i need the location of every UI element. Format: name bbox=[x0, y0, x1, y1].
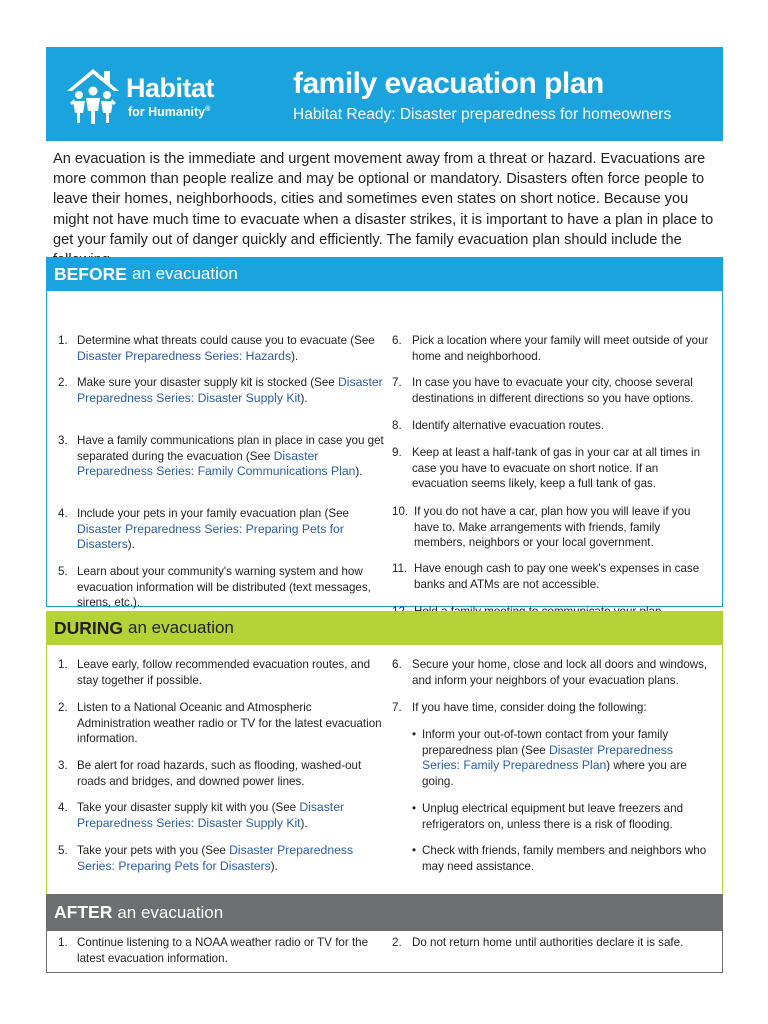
before-section-body bbox=[46, 291, 723, 607]
list-item: 4. Include your pets in your family evacuation plan (See Disaster Preparedness Series: Preparing Pets for Disasters). bbox=[58, 507, 349, 551]
during-section-heading: DURING an evacuation bbox=[46, 611, 723, 645]
list-item: 5. Learn about your community's warning system and how evacuation information will be distributed (text messages, sirens, etc.). bbox=[58, 565, 371, 609]
list-item: 5. Take your pets with you (See Disaster Preparedness Series: Preparing Pets for Disasters). bbox=[58, 843, 354, 873]
after-section-body bbox=[46, 931, 723, 973]
before-section-heading: BEFORE an evacuation bbox=[46, 257, 723, 291]
list-item: 2. Do not return home until authorities declare it is safe. bbox=[392, 936, 684, 949]
logo-wordmark: Habitat bbox=[126, 73, 215, 103]
disaster-supply-kit-link[interactable]: Disaster Preparedness Series: Disaster Supply Kit bbox=[77, 375, 383, 405]
list-item: 1. Continue listening to a NOAA weather radio or TV for the latest evacuation information. bbox=[58, 936, 369, 965]
list-item: 6. Pick a location where your family will meet outside of your home and neighborhood. bbox=[392, 334, 709, 363]
bullet-item: • Check with friends, family members and neighbors who may need assistance. bbox=[412, 844, 707, 873]
list-item: 4. Take your disaster supply kit with you (See Disaster Preparedness Series: Disaster Supply Kit). bbox=[58, 800, 345, 830]
after-section-heading: AFTER an evacuation bbox=[46, 894, 723, 931]
list-item: 3. Be alert for road hazards, such as flooding, washed-out roads and bridges, and downed power lines. bbox=[58, 759, 362, 788]
habitat-logo bbox=[64, 63, 244, 127]
list-item: 2. Listen to a National Oceanic and Atmospheric Administration weather radio or TV for the latest evacuation information. bbox=[58, 701, 382, 745]
list-item: 10. If you do not have a car, plan how you will leave if you have to. Make arrangements with friends, family members, neighbors or your local government. bbox=[392, 505, 691, 549]
page-subtitle: Habitat Ready: Disaster preparedness for homeowners bbox=[293, 106, 672, 123]
list-item: 3. Have a family communications plan in place in case you get separated during the evacuation (See Disaster Preparedness Series: Family Communications Plan). bbox=[58, 434, 384, 478]
list-item: 7. In case you have to evacuate your city, choose several destinations in different directions so you have options. bbox=[392, 376, 694, 405]
before-section bbox=[46, 257, 723, 607]
hazards-link[interactable]: Disaster Preparedness Series: Hazards bbox=[77, 348, 292, 363]
list-item: 6. Secure your home, close and lock all doors and windows, and inform your neighbors of your evacuation plans. bbox=[392, 658, 708, 687]
preparing-pets-link[interactable]: Disaster Preparedness Series: Preparing Pets for Disasters bbox=[77, 843, 354, 873]
family-preparedness-plan-link[interactable]: Disaster Preparedness Series: Family Preparedness Plan bbox=[422, 742, 673, 772]
list-item: 9. Keep at least a half-tank of gas in your car at all times in case you have to evacuate on short notice. If an evacuation seems likely, keep a full tank of gas. bbox=[392, 446, 701, 490]
header-banner bbox=[46, 47, 723, 141]
during-section-body bbox=[46, 645, 723, 913]
during-section bbox=[46, 611, 723, 913]
family-communications-plan-link[interactable]: Disaster Preparedness Series: Family Communications Plan bbox=[77, 448, 356, 478]
page-title: family evacuation plan bbox=[293, 67, 604, 100]
list-item: 8. Identify alternative evacuation routes. bbox=[392, 419, 605, 432]
intro-paragraph: An evacuation is the immediate and urgent movement away from a threat or hazard. Evacuations are more common than people realize and may be optional or mandatory. Disasters often force people to leave their homes, neighborhoods, cities and sometimes even states on short notice. Because you might not have much time to evacuate when a disaster strikes, it is important to have a plan in place to get your family out of danger quickly and efficiently. The family evacuation plan should include the bbox=[53, 151, 714, 248]
list-item: 2. Make sure your disaster supply kit is stocked (See Disaster Preparedness Series: Disaster Supply Kit). bbox=[58, 375, 383, 405]
disaster-supply-kit-link[interactable]: Disaster Preparedness Series: Disaster Supply Kit bbox=[77, 800, 345, 830]
bullet-item: • Inform your out-of-town contact from your family preparedness plan (See Disaster Preparedness Series: Family Preparedness Plan) where you are going. bbox=[412, 728, 687, 788]
list-item: 7. If you have time, consider doing the following: bbox=[392, 701, 647, 714]
habitat-house-people-icon bbox=[64, 67, 122, 127]
list-item: 1. Determine what threats could cause you to evacuate (See Disaster Preparedness Series: Hazards). bbox=[58, 334, 375, 363]
after-section bbox=[46, 894, 723, 973]
bullet-item: • Unplug electrical equipment but leave freezers and refrigerators on, unless there is a risk of flooding. bbox=[412, 802, 684, 831]
logo-subtitle: for Humanity® bbox=[128, 105, 211, 119]
list-item: 1. Leave early, follow recommended evacuation routes, and stay together if possible. bbox=[58, 658, 371, 687]
list-item: 11. Have enough cash to pay one week's expenses in case banks and ATMs are not accessible. bbox=[392, 562, 700, 591]
preparing-pets-link[interactable]: Disaster Preparedness Series: Preparing Pets for Disasters bbox=[77, 521, 344, 551]
